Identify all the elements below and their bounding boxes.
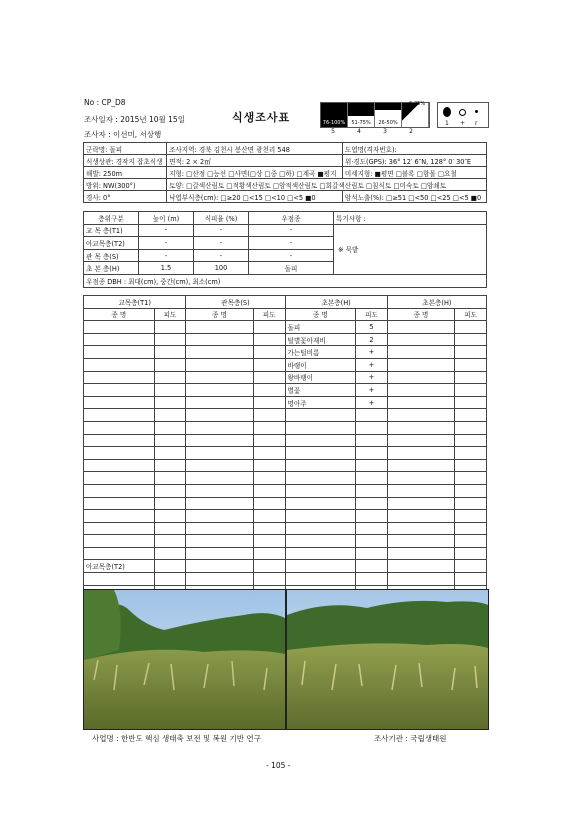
- cover-cell: [455, 409, 487, 422]
- species-cell: [84, 447, 155, 460]
- location: 조사지역: 경북 김천시 봉산면 광천리 548: [167, 143, 343, 155]
- cover-cell: [154, 560, 186, 573]
- species-cell: [186, 409, 253, 422]
- species-cell: [285, 447, 356, 460]
- col-cover: 피도: [154, 308, 186, 321]
- cover-cell: [154, 421, 186, 434]
- species-cell: [84, 459, 155, 472]
- strata-table: [83, 211, 487, 288]
- cover-cell: [154, 459, 186, 472]
- species-cell: [285, 573, 356, 586]
- cover-cell: [455, 396, 487, 409]
- cover-cell: [154, 547, 186, 560]
- site-photo-right-image: [287, 590, 488, 729]
- col-cover: 피도: [253, 308, 285, 321]
- cover-cell: [253, 447, 285, 460]
- species-cell: [387, 371, 454, 384]
- species-cell: [285, 459, 356, 472]
- species-cell: [285, 560, 356, 573]
- cover-cell: [356, 447, 388, 460]
- herb-species: 바랭이: [285, 358, 356, 371]
- score-plus-icon: [459, 109, 466, 116]
- species-cell: [84, 522, 155, 535]
- species-cell: [186, 547, 253, 560]
- cover-cell: [253, 434, 285, 447]
- species-cell: [186, 560, 253, 573]
- cover-cell: [455, 421, 487, 434]
- site-photo-right: [286, 589, 489, 730]
- survey-date: 조사일자 : 2015년 10월 15일: [84, 115, 185, 124]
- slope: 경사: 0°: [84, 191, 167, 203]
- cover-box-5: 76-100%: [321, 103, 348, 127]
- species-cell: [186, 535, 253, 548]
- species-cell: [186, 434, 253, 447]
- species-cell: [84, 371, 155, 384]
- strata-height: 1.5: [139, 262, 194, 275]
- cover-cell: [253, 535, 285, 548]
- cover-cell: [154, 447, 186, 460]
- cover-cell: [356, 522, 388, 535]
- cover-cell: [154, 396, 186, 409]
- species-cell: [186, 333, 253, 346]
- col-species: 종 명: [186, 308, 253, 321]
- col-cover: 피도: [356, 308, 388, 321]
- strata-dominant: -: [249, 224, 334, 237]
- cover-cell: [154, 384, 186, 397]
- species-cell: [84, 547, 155, 560]
- cover-score: 3: [383, 128, 387, 135]
- cover-cell: [455, 358, 487, 371]
- strata-dominant: -: [249, 237, 334, 250]
- cover-cell: [455, 434, 487, 447]
- species-cell: [186, 421, 253, 434]
- species-table: [83, 295, 487, 611]
- species-cell: [186, 358, 253, 371]
- species-cell: [186, 321, 253, 334]
- cover-cell: [356, 560, 388, 573]
- col-cover: 피도: [455, 308, 487, 321]
- species-cell: [387, 484, 454, 497]
- cover-cell: [356, 497, 388, 510]
- cover-cell: [455, 447, 487, 460]
- strata-cover: -: [194, 249, 249, 262]
- herb-species: 별꽃: [285, 384, 356, 397]
- cover-cell: [356, 573, 388, 586]
- cover-cell: [253, 321, 285, 334]
- litter-layer: 낙엽부식층(cm): □≥20 □<15 □<10 □<5 ■0: [167, 191, 343, 203]
- cover-cell: [455, 384, 487, 397]
- cover-cell: [253, 497, 285, 510]
- cover-cell: [455, 535, 487, 548]
- remark: ※ 묵밭: [334, 224, 487, 274]
- species-cell: [84, 484, 155, 497]
- cover-cell: [154, 409, 186, 422]
- group-header: 교목층(T1): [84, 296, 186, 309]
- cover-cell: [154, 346, 186, 359]
- score-r-icon: [475, 110, 478, 113]
- cover-cell: [253, 396, 285, 409]
- cover-cell: [253, 409, 285, 422]
- herb-cover: +: [356, 396, 388, 409]
- herb-species: 가는털비름: [285, 346, 356, 359]
- cover-cell: [154, 510, 186, 523]
- strata-header: 식피율 (%): [194, 212, 249, 225]
- cover-box-4: 51-75%: [348, 103, 375, 127]
- species-cell: [186, 396, 253, 409]
- cover-cell: [154, 371, 186, 384]
- species-cell: [84, 384, 155, 397]
- cover-score: 5: [331, 128, 335, 135]
- species-cell: [387, 510, 454, 523]
- species-cell: [84, 358, 155, 371]
- surveyor: 조사자 : 이선미, 서상행: [84, 130, 162, 139]
- cover-cell: [154, 573, 186, 586]
- strata-name: 초 본 층(H): [84, 262, 139, 275]
- cover-cell: [356, 510, 388, 523]
- map-sheet: 도엽명(격자번호):: [342, 143, 486, 155]
- species-cell: [387, 535, 454, 548]
- herb-cover: +: [356, 371, 388, 384]
- strata-header: 우점종: [249, 212, 334, 225]
- species-cell: [186, 573, 253, 586]
- microtopography: 미세지형: ■평면 □볼록 □함몰 □요철: [342, 167, 486, 179]
- species-cell: [387, 472, 454, 485]
- species-cell: [387, 346, 454, 359]
- species-cell: [387, 358, 454, 371]
- strata-height: -: [139, 237, 194, 250]
- cover-cell: [253, 459, 285, 472]
- species-cell: [84, 573, 155, 586]
- dbh-line: 우점종 DBH : 최대(cm), 중간(cm), 최소(cm): [84, 274, 487, 287]
- herb-cover: +: [356, 346, 388, 359]
- species-cell: [285, 484, 356, 497]
- species-cell: [84, 510, 155, 523]
- subtree-label: 아교목층(T2): [84, 560, 155, 573]
- altitude: 해발: 250m: [84, 167, 167, 179]
- strata-dominant: -: [249, 249, 334, 262]
- cover-cell: [154, 434, 186, 447]
- species-cell: [84, 535, 155, 548]
- physiognomy: 식생상관: 경작지 잡초식생: [84, 155, 167, 167]
- species-cell: [387, 421, 454, 434]
- strata-cover: 100: [194, 262, 249, 275]
- species-cell: [84, 409, 155, 422]
- col-species: 종 명: [285, 308, 356, 321]
- species-cell: [84, 333, 155, 346]
- species-cell: [387, 384, 454, 397]
- cover-cell: [356, 459, 388, 472]
- species-cell: [285, 510, 356, 523]
- species-cell: [186, 384, 253, 397]
- cover-cell: [253, 484, 285, 497]
- col-species: 종 명: [84, 308, 155, 321]
- strata-name: 관 목 층(S): [84, 249, 139, 262]
- herb-cover: +: [356, 358, 388, 371]
- strata-height: -: [139, 249, 194, 262]
- col-species: 종 명: [387, 308, 454, 321]
- cover-cell: [356, 472, 388, 485]
- species-cell: [387, 333, 454, 346]
- cover-cell: [154, 484, 186, 497]
- cover-cell: [455, 497, 487, 510]
- species-cell: [387, 396, 454, 409]
- cover-box-3: 26-50%: [375, 103, 402, 127]
- species-cell: [387, 560, 454, 573]
- species-cell: [186, 510, 253, 523]
- cover-cell: [253, 573, 285, 586]
- species-cell: [285, 522, 356, 535]
- topography: 지형: □산정 □능선 □사면(□상 □중 □하) □계곡 ■평지: [167, 167, 343, 179]
- strata-cover: -: [194, 237, 249, 250]
- cover-cell: [455, 321, 487, 334]
- cover-cell: [455, 472, 487, 485]
- site-photo-left: [83, 589, 286, 730]
- minor-cover-legend: 1 + r: [437, 102, 489, 128]
- species-cell: [84, 346, 155, 359]
- species-cell: [285, 434, 356, 447]
- cover-cell: [253, 472, 285, 485]
- strata-header: 층위구분: [84, 212, 139, 225]
- species-cell: [387, 547, 454, 560]
- cover-score: 4: [357, 128, 361, 135]
- cover-cell: [154, 472, 186, 485]
- cover-cell: [455, 484, 487, 497]
- cover-cell: [356, 434, 388, 447]
- cover-cell: [455, 573, 487, 586]
- cover-cell: [154, 333, 186, 346]
- cover-cell: [455, 333, 487, 346]
- cover-cell: [356, 409, 388, 422]
- cover-cell: [253, 560, 285, 573]
- strata-height: -: [139, 224, 194, 237]
- herb-species: 돌피: [285, 321, 356, 334]
- page-number: - 105 -: [266, 761, 291, 770]
- cover-cell: [356, 421, 388, 434]
- cover-cell: [455, 522, 487, 535]
- strata-cover: -: [194, 224, 249, 237]
- community-name: 군락명: 돌피: [84, 143, 167, 155]
- group-header: 관목층(S): [186, 296, 285, 309]
- species-cell: [285, 421, 356, 434]
- herb-cover: +: [356, 384, 388, 397]
- species-cell: [285, 472, 356, 485]
- strata-dominant: 돌피: [249, 262, 334, 275]
- species-cell: [285, 409, 356, 422]
- herb-cover: 2: [356, 333, 388, 346]
- species-cell: [387, 409, 454, 422]
- rock-exposure: 암석노출(%): □≥51 □<50 □<25 □<5 ■0: [342, 191, 486, 203]
- cover-cell: [455, 371, 487, 384]
- soil-type: 토양: □갈색산림토 □적황색산림토 □암적색산림토 □회갈색산림토 □침식토 □미숙토 □암쇄토: [167, 179, 487, 191]
- cover-cell: [455, 510, 487, 523]
- cover-cell: [154, 497, 186, 510]
- species-cell: [186, 472, 253, 485]
- species-cell: [285, 497, 356, 510]
- species-cell: [387, 447, 454, 460]
- cover-cell: [253, 384, 285, 397]
- cover-cell: [253, 421, 285, 434]
- species-cell: [84, 472, 155, 485]
- species-cell: [285, 547, 356, 560]
- species-cell: [186, 497, 253, 510]
- page-title: 식생조사표: [232, 111, 291, 124]
- plot-area: 면적: 2 × 2㎡: [167, 155, 343, 167]
- aspect: 방위: NW(300°): [84, 179, 167, 191]
- species-cell: [84, 497, 155, 510]
- species-cell: [285, 535, 356, 548]
- cover-score: 2: [409, 128, 413, 135]
- herb-species: 털별꽃아재비: [285, 333, 356, 346]
- survey-number: No : CP_D8: [84, 98, 126, 107]
- cover-cell: [253, 371, 285, 384]
- species-cell: [84, 421, 155, 434]
- cover-cell: [253, 346, 285, 359]
- cover-cell: [154, 535, 186, 548]
- species-cell: [186, 371, 253, 384]
- herb-cover: 5: [356, 321, 388, 334]
- species-cell: [387, 497, 454, 510]
- species-cell: [186, 522, 253, 535]
- cover-cell: [356, 484, 388, 497]
- cover-cell: [455, 346, 487, 359]
- cover-cell: [253, 333, 285, 346]
- cover-cell: [253, 358, 285, 371]
- species-cell: [186, 484, 253, 497]
- species-cell: [84, 396, 155, 409]
- strata-name: 교 목 층(T1): [84, 224, 139, 237]
- species-cell: [186, 447, 253, 460]
- cover-cell: [356, 535, 388, 548]
- species-cell: [387, 573, 454, 586]
- cover-cell: [154, 522, 186, 535]
- species-cell: [387, 459, 454, 472]
- cover-cell: [253, 522, 285, 535]
- cover-label-6-25: 6-25%: [409, 101, 426, 107]
- species-cell: [186, 346, 253, 359]
- cover-cell: [356, 547, 388, 560]
- herb-species: 명아주: [285, 396, 356, 409]
- remarks-header: 특기사항 :: [334, 212, 487, 225]
- cover-cell: [253, 510, 285, 523]
- species-cell: [84, 434, 155, 447]
- group-header: 초본층(H): [285, 296, 387, 309]
- gps: 위·경도(GPS): 36° 12′ 6″N, 128° 0′ 30″E: [342, 155, 486, 167]
- species-cell: [387, 321, 454, 334]
- herb-species: 왕바랭이: [285, 371, 356, 384]
- site-info-table: [83, 142, 487, 203]
- project-name: 사업명 : 한반도 핵심 생태축 보전 및 복원 기반 연구: [92, 734, 261, 743]
- species-cell: [186, 459, 253, 472]
- group-header: 초본층(H): [387, 296, 486, 309]
- cover-cell: [253, 547, 285, 560]
- strata-header: 높이 (m): [139, 212, 194, 225]
- survey-agency: 조사기관 : 국립생태원: [374, 734, 447, 743]
- strata-name: 아교목층(T2): [84, 237, 139, 250]
- cover-cell: [154, 358, 186, 371]
- cover-cell: [455, 547, 487, 560]
- score-1-icon: [443, 107, 451, 117]
- cover-cell: [455, 560, 487, 573]
- cover-cell: [455, 459, 487, 472]
- site-photo-left-image: [84, 590, 285, 729]
- cover-cell: [154, 321, 186, 334]
- species-cell: [387, 522, 454, 535]
- species-cell: [84, 321, 155, 334]
- species-cell: [387, 434, 454, 447]
